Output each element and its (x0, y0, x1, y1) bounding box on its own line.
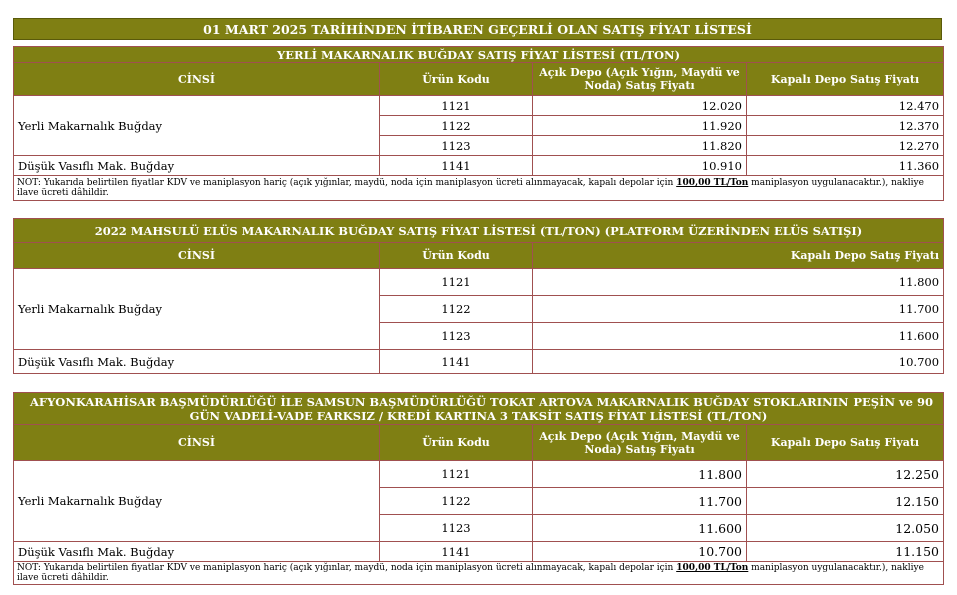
kapali-price: 12.050 (747, 515, 944, 542)
product-code: 1123 (380, 323, 533, 350)
product-code: 1122 (380, 296, 533, 323)
header-urun-kodu: Ürün Kodu (380, 63, 533, 96)
acik-price: 10.910 (533, 156, 747, 176)
header-urun-kodu: Ürün Kodu (380, 243, 533, 269)
header-kapali-depo: Kapalı Depo Satış Fiyatı (533, 243, 944, 269)
product-code: 1121 (380, 96, 533, 116)
kapali-price: 11.600 (533, 323, 944, 350)
header-acik-depo: Açık Depo (Açık Yığın, Maydü ve Noda) Satış Fiyatı (533, 425, 747, 461)
product-code: 1141 (380, 542, 533, 562)
table-row (14, 461, 944, 488)
table1-title: YERLİ MAKARNALIK BUĞDAY SATIŞ FİYAT LİSTESİ (TL/TON) (14, 47, 944, 63)
kapali-price: 11.700 (533, 296, 944, 323)
product-name: Yerli Makarnalık Buğday (14, 461, 380, 542)
note-text: NOT: Yukarıda belirtilen fiyatlar KDV ve maniplasyon hariç (açık yığınlar, maydü, noda için maniplasyon ücreti alınmayacak, kapalı depolar için 100,00 TL/Ton maniplasyon uygulanacaktır.), nakliye ilave ücreti dâhildir. (14, 176, 944, 201)
product-name: Düşük Vasıflı Mak. Buğday (14, 350, 380, 374)
page-title: 01 MART 2025 TARİHİNDEN İTİBAREN GEÇERLİ OLAN SATIŞ FİYAT LİSTESİ (13, 18, 942, 40)
product-code: 1122 (380, 488, 533, 515)
header-cinsi: CİNSİ (14, 425, 380, 461)
kapali-price: 12.470 (747, 96, 944, 116)
table-afyon-samsun (13, 392, 944, 585)
product-code: 1121 (380, 269, 533, 296)
table-row (14, 156, 944, 176)
product-code: 1123 (380, 136, 533, 156)
product-code: 1123 (380, 515, 533, 542)
product-name: Yerli Makarnalık Buğday (14, 96, 380, 156)
kapali-price: 12.150 (747, 488, 944, 515)
product-code: 1141 (380, 156, 533, 176)
acik-price: 11.700 (533, 488, 747, 515)
header-kapali-depo: Kapalı Depo Satış Fiyatı (747, 425, 944, 461)
header-kapali-depo: Kapalı Depo Satış Fiyatı (747, 63, 944, 96)
acik-price: 11.820 (533, 136, 747, 156)
kapali-price: 10.700 (533, 350, 944, 374)
table-row (14, 269, 944, 296)
kapali-price: 11.800 (533, 269, 944, 296)
table-elus-makarnalik (13, 218, 944, 374)
product-code: 1121 (380, 461, 533, 488)
header-cinsi: CİNSİ (14, 63, 380, 96)
product-name: Düşük Vasıflı Mak. Buğday (14, 156, 380, 176)
kapali-price: 11.150 (747, 542, 944, 562)
table3-title: AFYONKARAHİSAR BAŞMÜDÜRLÜĞÜ İLE SAMSUN BAŞMÜDÜRLÜĞÜ TOKAT ARTOVA MAKARNALIK BUĞDAY STOKLARININ PEŞİN ve 90 GÜN VADELİ-VADE FARKSIZ / KREDİ KARTINA 3 TAKSİT SATIŞ FİYAT LİSTESİ (TL/TON) (14, 393, 944, 425)
product-name: Yerli Makarnalık Buğday (14, 269, 380, 350)
kapali-price: 12.370 (747, 116, 944, 136)
kapali-price: 11.360 (747, 156, 944, 176)
acik-price: 10.700 (533, 542, 747, 562)
header-cinsi: CİNSİ (14, 243, 380, 269)
table-row (14, 96, 944, 116)
acik-price: 11.920 (533, 116, 747, 136)
acik-price: 11.800 (533, 461, 747, 488)
note-text: NOT: Yukarıda belirtilen fiyatlar KDV ve maniplasyon hariç (açık yığınlar, maydü, noda için maniplasyon ücreti alınmayacak, kapalı depolar için 100,00 TL/Ton maniplasyon uygulanacaktır.), nakliye ilave ücreti dâhildir. (14, 562, 944, 585)
kapali-price: 12.270 (747, 136, 944, 156)
table-yerli-makarnalik (13, 46, 944, 201)
table-row (14, 350, 944, 374)
table2-title: 2022 MAHSULÜ ELÜS MAKARNALIK BUĞDAY SATIŞ FİYAT LİSTESİ (TL/TON) (PLATFORM ÜZERİNDEN ELÜS SATIŞI) (14, 219, 944, 243)
kapali-price: 12.250 (747, 461, 944, 488)
acik-price: 12.020 (533, 96, 747, 116)
product-name: Düşük Vasıflı Mak. Buğday (14, 542, 380, 562)
header-urun-kodu: Ürün Kodu (380, 425, 533, 461)
table-row (14, 542, 944, 562)
acik-price: 11.600 (533, 515, 747, 542)
product-code: 1122 (380, 116, 533, 136)
product-code: 1141 (380, 350, 533, 374)
header-acik-depo: Açık Depo (Açık Yığın, Maydü ve Noda) Satış Fiyatı (533, 63, 747, 96)
